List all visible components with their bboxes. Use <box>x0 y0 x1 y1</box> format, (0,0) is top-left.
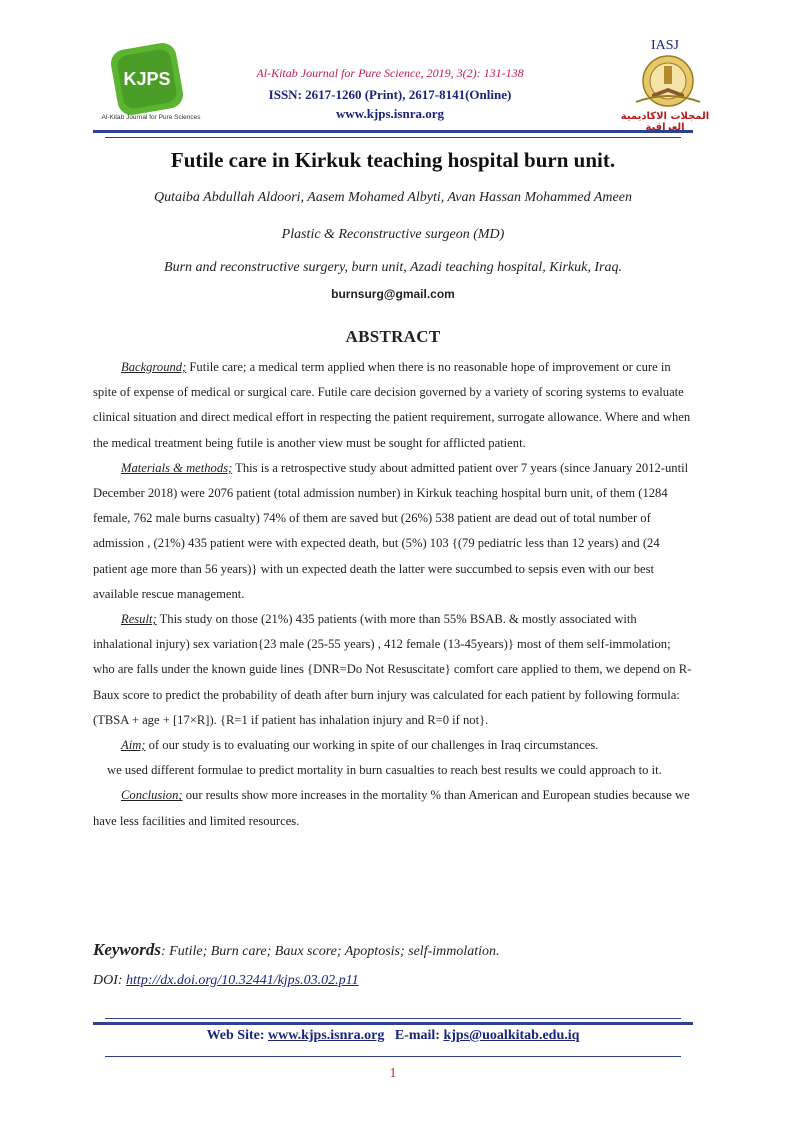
kjps-logo-caption: Al-Kitab Journal for Pure Sciences <box>101 114 201 121</box>
result-label: Result; <box>121 612 157 627</box>
footer-email-label: E-mail: <box>394 1028 444 1043</box>
abstract-heading: ABSTRACT <box>345 327 441 346</box>
journal-citation: Al-Kitab Journal for Pure Science, 2019, 3(2): 131-138 <box>256 66 524 80</box>
journal-website[interactable]: www.kjps.isnra.org <box>336 106 444 121</box>
methods-label: Materials & methods; <box>121 460 233 475</box>
aim-text: of our study is to evaluating our working in spite of our challenges in Iraq circumstances. <box>145 738 599 753</box>
methods-text: This is a retrospective study about admitted patient over 7 years (since January 2012-until December 2018) were 2076 patient (total admission number) in Kirkuk teaching hospital burn unit, of them (1284 female, 762 male burns casualty) 74% of them are saved but (26%) 538 patient are dead out of total number of admission , (21%) 435 patient were with expected death, but (5%) 103 {(79 pediatric less than 12 years) and (24 patient age more than 56 years)} with un expected death the latter were succumbed to sepsis even with our best available rescue management. <box>93 460 689 601</box>
doi-line <box>93 973 713 989</box>
footer-email-link[interactable]: kjps@uoalkitab.edu.iq <box>443 1028 580 1043</box>
author-list: Qutaiba Abdullah Aldoori, Aasem Mohamed Albyti, Avan Hassan Mohammed Ameen <box>154 190 632 205</box>
footer-rule-bottom <box>105 1056 681 1057</box>
footer-contact <box>0 1028 786 1044</box>
footer-rule-mid <box>93 1022 693 1025</box>
footer-website-link[interactable]: www.kjps.isnra.org <box>268 1028 385 1043</box>
abstract-aim <box>93 733 693 758</box>
abstract-result <box>93 607 693 708</box>
author-affiliation: Burn and reconstructive surgery, burn unit, Azadi teaching hospital, Kirkuk, Iraq. <box>164 260 622 275</box>
keywords-line <box>93 940 713 960</box>
corresponding-email[interactable]: burnsurg@gmail.com <box>331 287 455 301</box>
author-role: Plastic & Reconstructive surgeon (MD) <box>281 227 505 242</box>
footer-website-label: Web Site: <box>206 1028 269 1043</box>
background-text: Futile care; a medical term applied when there is no reasonable hope of improvement or cure in spite of expense of medical or surgical care. Futile care decision governed by a variety of scoring systems to evaluate clinical situation and direct medical effort in respecting the patient requirement, surrogate allowance. Where and when the medical treatment being futile is another view must be sought for afflicted patient. <box>93 360 691 450</box>
abstract-formula: (TBSA + age + [17×R]). {R=1 if patient has inhalation injury and R=0 if not}. <box>93 712 489 727</box>
abstract-methods <box>93 456 693 607</box>
doi-label: DOI: <box>93 973 127 988</box>
kjps-logo-text: KJPS <box>123 69 171 89</box>
doi-link[interactable]: http://dx.doi.org/10.32441/kjps.03.02.p11 <box>126 973 359 988</box>
result-text: This study on those (21%) 435 patients (with more than 55% BSAB. & mostly associated with inhalational injury) sex variation{23 male (25-55 years) , 412 female (13-45years)} most of them self-immolation; who are falls under the known guide lines {DNR=Do Not Resuscitate} comfort care applied to them, we depend on R-Baux score to predict the probability of death after burn injury was calculated for each patient by following formula: <box>93 612 692 702</box>
footer-rule-top <box>105 1018 681 1019</box>
conclusion-text: our results show more increases in the mortality % than American and European studies because we have less facilities and limited resources. <box>93 788 690 828</box>
iasj-arabic-caption: المجلات الاكاديمية العراقية <box>620 111 710 133</box>
abstract-body <box>93 355 693 834</box>
iasj-label: IASJ <box>650 38 679 53</box>
article-title: Futile care in Kirkuk teaching hospital burn unit. <box>170 148 616 172</box>
abstract-conclusion <box>93 783 693 833</box>
keywords-text: : Futile; Burn care; Baux score; Apoptosis; self-immolation. <box>161 944 500 959</box>
keywords-label: Keywords <box>93 940 161 959</box>
aim-label: Aim; <box>121 738 146 753</box>
issn-line: ISSN: 2617-1260 (Print), 2617-8141(Online) <box>268 87 512 102</box>
header-rule-top <box>93 130 693 133</box>
iasj-emblem <box>622 54 714 112</box>
background-label: Background; <box>121 360 187 374</box>
conclusion-label: Conclusion; <box>121 788 183 803</box>
abstract-background <box>93 355 693 456</box>
header-rule-bottom <box>105 137 681 138</box>
page-number: 1 <box>389 1066 397 1081</box>
abstract-aim-continued: we used different formulae to predict mortality in burn casualties to reach best results we could approach to it. <box>107 763 662 778</box>
